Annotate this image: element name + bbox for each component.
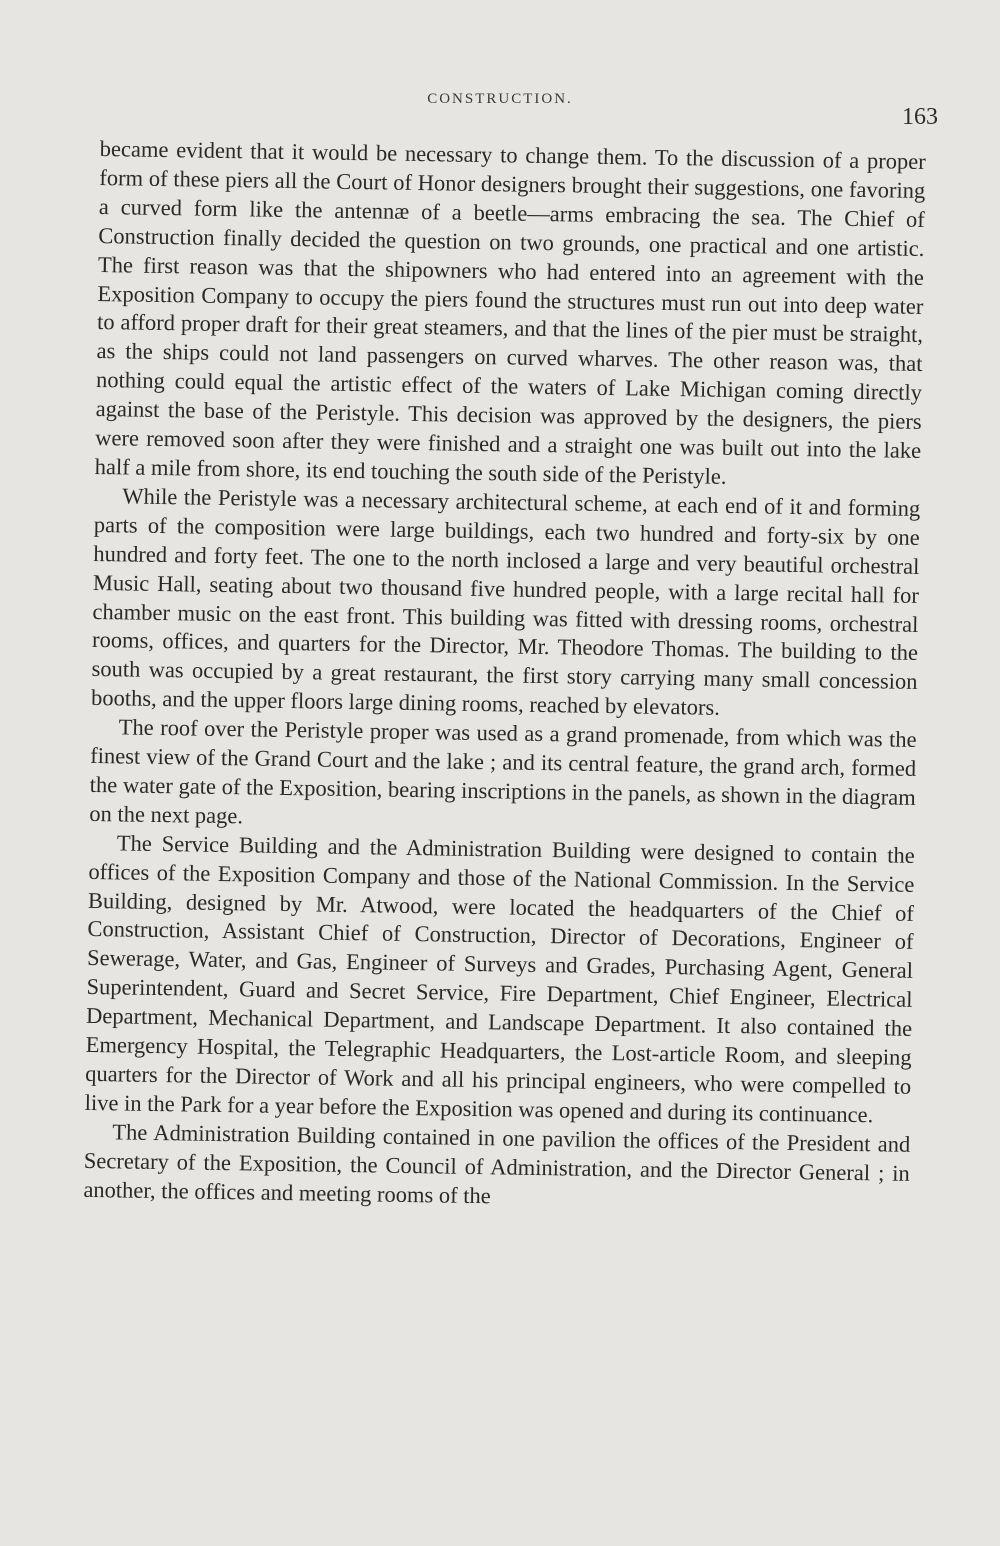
paragraph-peristyle-roof: The roof over the Peristyle proper was used as a grand promenade, from which was the finest view of the Grand Court and the lake ; and its central feature, the grand arch, formed the water gate of the Exposition, bearing inscriptions in the panels, as shown in the diagram on the next page. [89,714,917,829]
paragraph-administration-building: The Administration Building contained in one pavilion the offices of the President and Secretary of the Exposition, the Council of Administration, and the Director General ; in another, the offices and meeting rooms of the [83,1119,911,1208]
page-number: 163 [902,104,938,130]
paragraph-service-building: The Service Building and the Administration Building were designed to contain the offices of the Exposition Company and those of the National Commission. In the Service Building, designed by Mr. Atwood, were located the headquarters of the Chief of Construction, Assistant Chief of Construction, Director of Decorations, Engineer of Sewerage, Water, and Gas, Engineer of Surveys and Grades, Purchasing Agent, General Superintendent, Guard and Secret Service, Fire Department, Chief Engineer, Electrical Department, Mechanical Department, and Landscape Department. It also contained the Emergency Hospital, the Telegraphic Headquarters, the Lost-article Room, and sleeping quarters for the Director of Work and all his principal engineers, who were compelled to live in the Park for a year before the Exposition was opened and during its continuance. [84,830,915,1128]
paragraph-peristyle-buildings: While the Peristyle was a necessary architectural scheme, at each end of it and forming parts of the composition were large buildings, each two hundred and forty-six by one hundred and forty feet. The one to the north inclosed a large and very beautiful orchestral Music Hall, seating about two thousand five hundred people, with a large recital hall for chamber music on the east front. This building was fitted with dressing rooms, orchestral rooms, offices, and quarters for the Director, Mr. Theodore Thomas. The building to the south was occupied by a great restaurant, the first story carrying many small concession booths, and the upper floors large dining rooms, reached by elevators. [90,483,921,721]
running-head: CONSTRUCTION. [427,91,573,107]
paragraph-piers-continuation: became evident that it would be necessary to change them. To the discussion of a proper form of these piers all the Court of Honor designers brought their suggestions, one favoring a curved form like the antennæ of a beetle—arms embracing the sea. The Chief of Construction finally decided the question on two grounds, one practical and one artistic. The first reason was that the shipowners who had entered into an agreement with the Exposition Company to occupy the piers found the structures must run out into deep water to afford proper draft for their great steamers, and that the lines of the pier must be straight, as the ships could not land passengers on curved wharves. The other reason was, that nothing could equal the artistic effect of the waters of Lake Michigan coming directly against the base of the Peristyle. This decision was approved by the designers, the piers were removed soon after they were finished and a straight one was built out into the lake half a mile from shore, its end touching the south side of the Peristyle. [94,135,926,489]
body-text [83,135,926,1217]
